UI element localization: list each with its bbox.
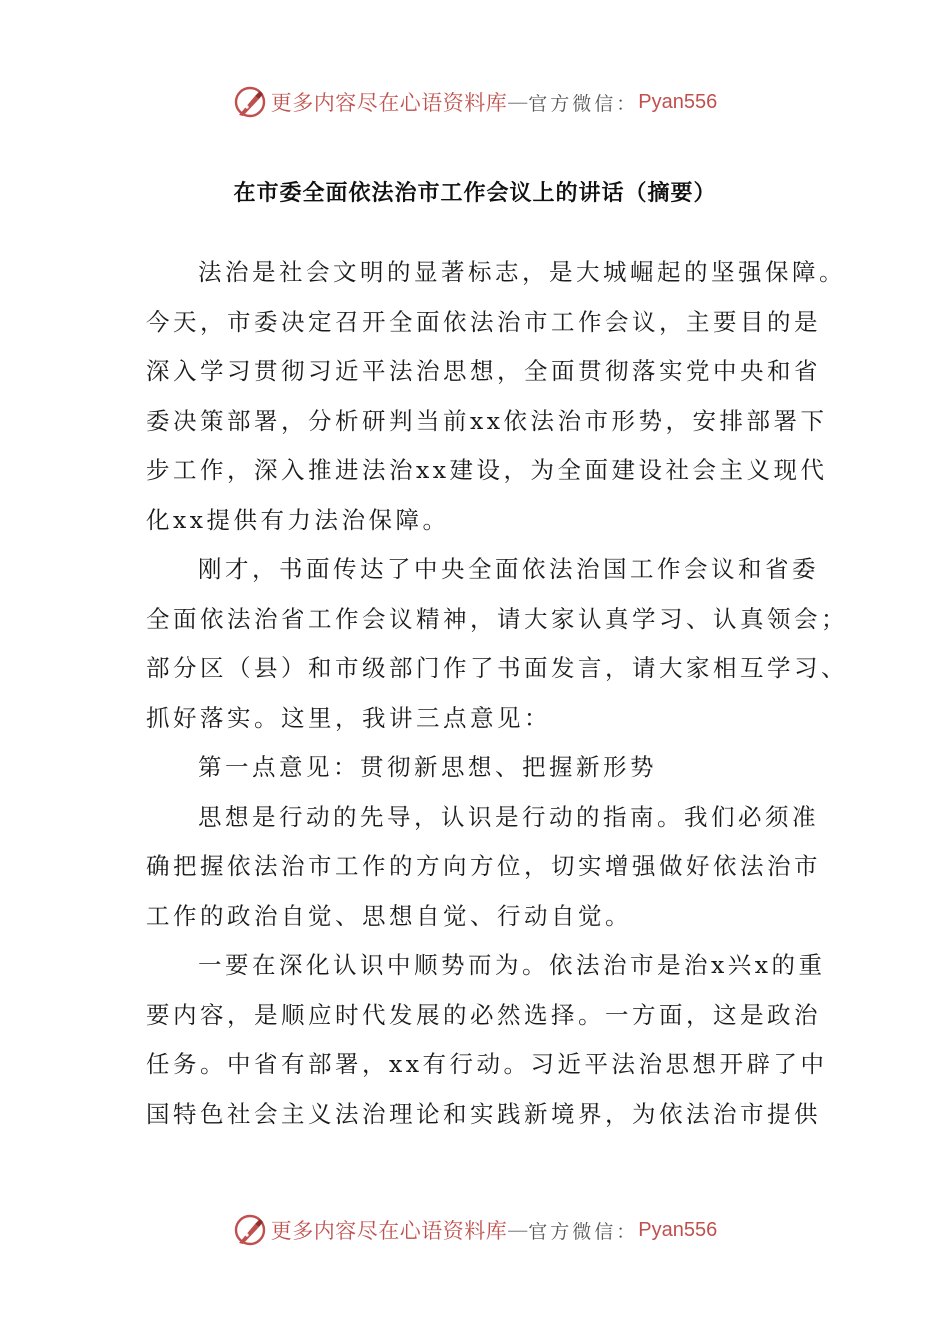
- paragraph-line: 确把握依法治市工作的方向方位，切实增强做好依法治市: [146, 852, 821, 880]
- banner-wechat-label: 官方微信：: [528, 1220, 639, 1243]
- pen-nib-logo-icon: [233, 85, 267, 119]
- banner-account: Pyan556: [638, 1218, 718, 1241]
- paragraph-line: 今天，市委决定召开全面依法治市工作会议，主要目的是: [146, 307, 821, 336]
- paragraph-line: 全面依法治省工作会议精神，请大家认真学习、认真领会；: [146, 604, 848, 633]
- paragraph-line: 化xx提供有力法治保障。: [146, 505, 450, 534]
- pen-nib-logo-icon: [233, 1213, 267, 1247]
- document-title: 在市委全面依法治市工作会议上的讲话（摘要）: [233, 181, 717, 206]
- section-heading: 第一点意见：贯彻新思想、把握新形势: [198, 753, 657, 781]
- paragraph-line: 一要在深化认识中顺势而为。依法治市是治x兴x的重: [198, 951, 826, 979]
- banner-account: Pyan556: [638, 90, 718, 113]
- paragraph-line: 工作的政治自觉、思想自觉、行动自觉。: [146, 901, 632, 930]
- banner-brand-text: 更多内容尽在心语资料库: [270, 91, 508, 115]
- paragraph-line: 国特色社会主义法治理论和实践新境界，为依法治市提供: [146, 1099, 821, 1128]
- paragraph-line: 部分区（县）和市级部门作了书面发言，请大家相互学习、: [146, 654, 848, 682]
- banner-wechat-label: 官方微信：: [528, 92, 639, 115]
- footer-banner: [0, 1210, 950, 1250]
- paragraph-line: 委决策部署，分析研判当前xx依法治市形势，安排部署下: [146, 406, 828, 435]
- paragraph-line: 步工作，深入推进法治xx建设，为全面建设社会主义现代: [146, 456, 828, 484]
- banner-separator: —: [507, 90, 529, 114]
- paragraph-line: 任务。中省有部署，xx有行动。习近平法治思想开辟了中: [146, 1050, 828, 1078]
- paragraph-line: 法治是社会文明的显著标志，是大城崛起的坚强保障。: [198, 258, 846, 286]
- banner-separator: —: [507, 1218, 529, 1242]
- paragraph-line: 要内容，是顺应时代发展的必然选择。一方面，这是政治: [146, 1000, 821, 1029]
- paragraph-line: 思想是行动的先导，认识是行动的指南。我们必须准: [198, 802, 819, 831]
- header-banner: [0, 82, 950, 122]
- banner-brand-text: 更多内容尽在心语资料库: [270, 1219, 508, 1243]
- paragraph-line: 深入学习贯彻习近平法治思想，全面贯彻落实党中央和省: [146, 357, 821, 385]
- paragraph-line: 抓好落实。这里，我讲三点意见：: [146, 703, 551, 732]
- document-body: [146, 248, 848, 1139]
- paragraph-line: 刚才，书面传达了中央全面依法治国工作会议和省委: [198, 555, 819, 583]
